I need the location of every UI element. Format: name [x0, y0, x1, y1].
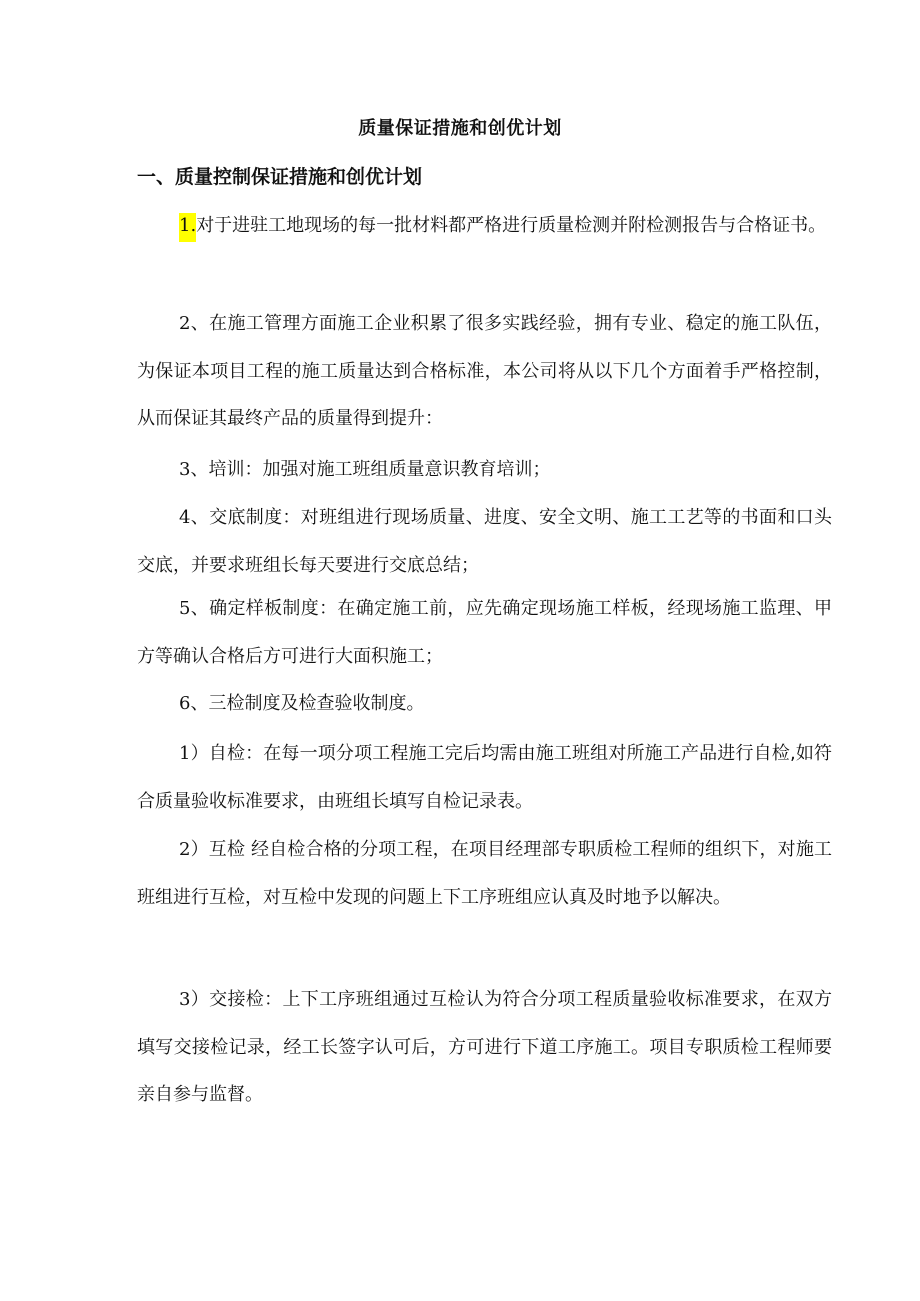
paragraph-number-highlighted: 1. [179, 213, 196, 242]
document-title: 质量保证措施和创优计划 [358, 118, 562, 139]
paragraph-6 [137, 680, 832, 728]
paragraph-2 [137, 300, 832, 443]
paragraph-5 [137, 585, 832, 680]
paragraph-text: 互检 经自检合格的分项工程，在项目经理部专职质检工程师的组织下，对施工班组进行互检，对互检中发现的问题上下工序班组应认真及时地予以解决。 [137, 839, 833, 908]
paragraph-1 [137, 202, 832, 250]
paragraph-text: 、交底制度：对班组进行现场质量、进度、安全文明、施工工艺等的书面和口头交底，并要求班组长每天要进行交底总结； [137, 507, 832, 576]
paragraph-9 [137, 976, 832, 1119]
paragraph-number: 6 [179, 693, 191, 714]
paragraph-text: 、培训：加强对施工班组质量意识教育培训； [190, 459, 551, 480]
paragraph-number: 2 [179, 313, 191, 334]
paragraph-4 [137, 494, 832, 589]
paragraph-3 [137, 446, 832, 494]
paragraph-text: 、三检制度及检查验收制度。 [190, 693, 425, 714]
paragraph-text: 交接检：上下工序班组通过互检认为符合分项工程质量验收标准要求，在双方填写交接检记录，经工长签字认可后，方可进行下道工序施工。项目专职质检工程师要亲自参与监督。 [137, 989, 833, 1105]
paragraph-7 [137, 730, 832, 825]
paragraph-number: 4 [179, 507, 191, 528]
paragraph-text: 、确定样板制度：在确定施工前，应先确定现场施工样板，经现场施工监理、甲方等确认合格后方可进行大面积施工； [137, 598, 832, 667]
paragraph-number: 3 [179, 459, 191, 480]
paragraph-number: 3） [179, 989, 210, 1010]
paragraph-number: 1） [179, 743, 209, 764]
paragraph-text: 自检：在每一项分项工程施工完后均需由施工班组对所施工产品进行自检,如符合质量验收标准要求，由班组长填写自检记录表。 [137, 743, 833, 812]
paragraph-8 [137, 826, 832, 921]
section-heading: 一、质量控制保证措施和创优计划 [137, 166, 423, 188]
paragraph-text: 、在施工管理方面施工企业积累了很多实践经验，拥有专业、稳定的施工队伍，为保证本项目工程的施工质量达到合格标准，本公司将从以下几个方面着手严格控制，从而保证其最终产品的质量得到提升： [137, 313, 832, 429]
paragraph-text: 对于进驻工地现场的每一批材料都严格进行质量检测并附检测报告与合格证书。 [196, 215, 827, 236]
paragraph-number: 2） [179, 839, 209, 860]
paragraph-number: 5 [179, 598, 191, 619]
